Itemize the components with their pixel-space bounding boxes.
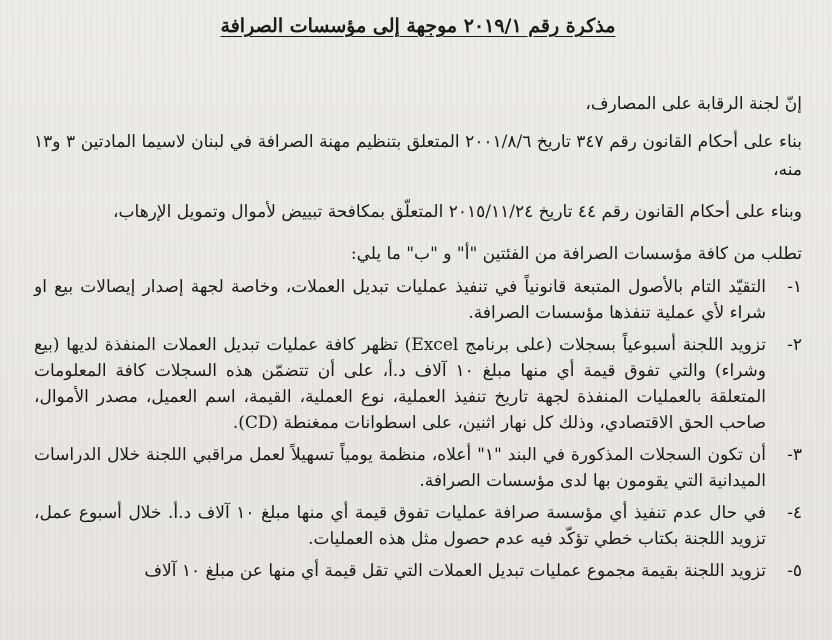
item-number: ٣- xyxy=(787,445,802,465)
item-number: ٢- xyxy=(787,335,802,355)
item-text: تزويد اللجنة بقيمة مجموع عمليات تبديل العملات التي تقل قيمة أي منها عن مبلغ ١٠ آلاف xyxy=(144,561,766,581)
list-item xyxy=(34,274,802,326)
item-text: التقيّد التام بالأصول المتبعة قانونياً في تنفيذ عمليات تبديل العملات، وخاصة لجهة إصدار إيصالات بيع او شراء لأي عملية تنفذها مؤسسات الصرافة. xyxy=(34,277,766,323)
greeting: إنّ لجنة الرقابة على المصارف، xyxy=(585,94,802,114)
memo-title: مذكرة رقم ٢٠١٩/١ موجهة إلى مؤسسات الصرافة xyxy=(220,15,616,37)
item-number: ٤- xyxy=(787,503,802,523)
paragraph-law-44: وبناء على أحكام القانون رقم ٤٤ تاريخ ٢٠١٥/١١/٢٤ المتعلّق بمكافحة تبييض لأموال وتمويل الإرهاب، xyxy=(113,202,802,222)
requests-intro: تطلب من كافة مؤسسات الصرافة من الفئتين "أ" و "ب" ما يلي: xyxy=(350,244,802,264)
list-item xyxy=(34,500,802,552)
list-item xyxy=(34,442,802,494)
list-item xyxy=(34,332,802,436)
item-text: أن تكون السجلات المذكورة في البند "١" أعلاه، منظمة يومياً تسهيلاً لعمل مراقبي اللجنة خلال الدراسات الميدانية التي يقومون بها لدى مؤسسات الصرافة. xyxy=(34,445,766,491)
item-text: تزويد اللجنة أسبوعياً بسجلات (على برنامج Excel) تظهر كافة عمليات تبديل العملات المنفذة لديها (بيع وشراء) والتي تفوق قيمة أي منها مبلغ ١٠ آلاف د.أ، على أن تتضمّن هذه السجلات كافة المعلومات المتعلقة بالعمليات المنفذة لجهة تاريخ تنفيذ العملية، نوع العملية، القيمة، اسم العميل، مصدر الأموال، صاحب الحق الاقتصادي، وذلك كل نهار اثنين، على اسطوانات ممغنطة (CD). xyxy=(34,335,766,433)
item-number: ٥- xyxy=(787,561,802,581)
list-item xyxy=(34,558,802,584)
requests-list xyxy=(34,274,802,584)
item-number: ١- xyxy=(787,277,802,297)
paragraph-law-347: بناء على أحكام القانون رقم ٣٤٧ تاريخ ٢٠٠١/٨/٦ المتعلق بتنظيم مهنة الصرافة في لبنان لاسيما المادتين ٣ و١٣ منه، xyxy=(34,132,802,180)
item-text: في حال عدم تنفيذ أي مؤسسة صرافة عمليات تفوق قيمة أي منها مبلغ ١٠ آلاف د.أ. خلال أسبوع عمل، تزويد اللجنة بكتاب خطي تؤكّد فيه عدم حصول مثل هذه العمليات. xyxy=(34,503,766,549)
